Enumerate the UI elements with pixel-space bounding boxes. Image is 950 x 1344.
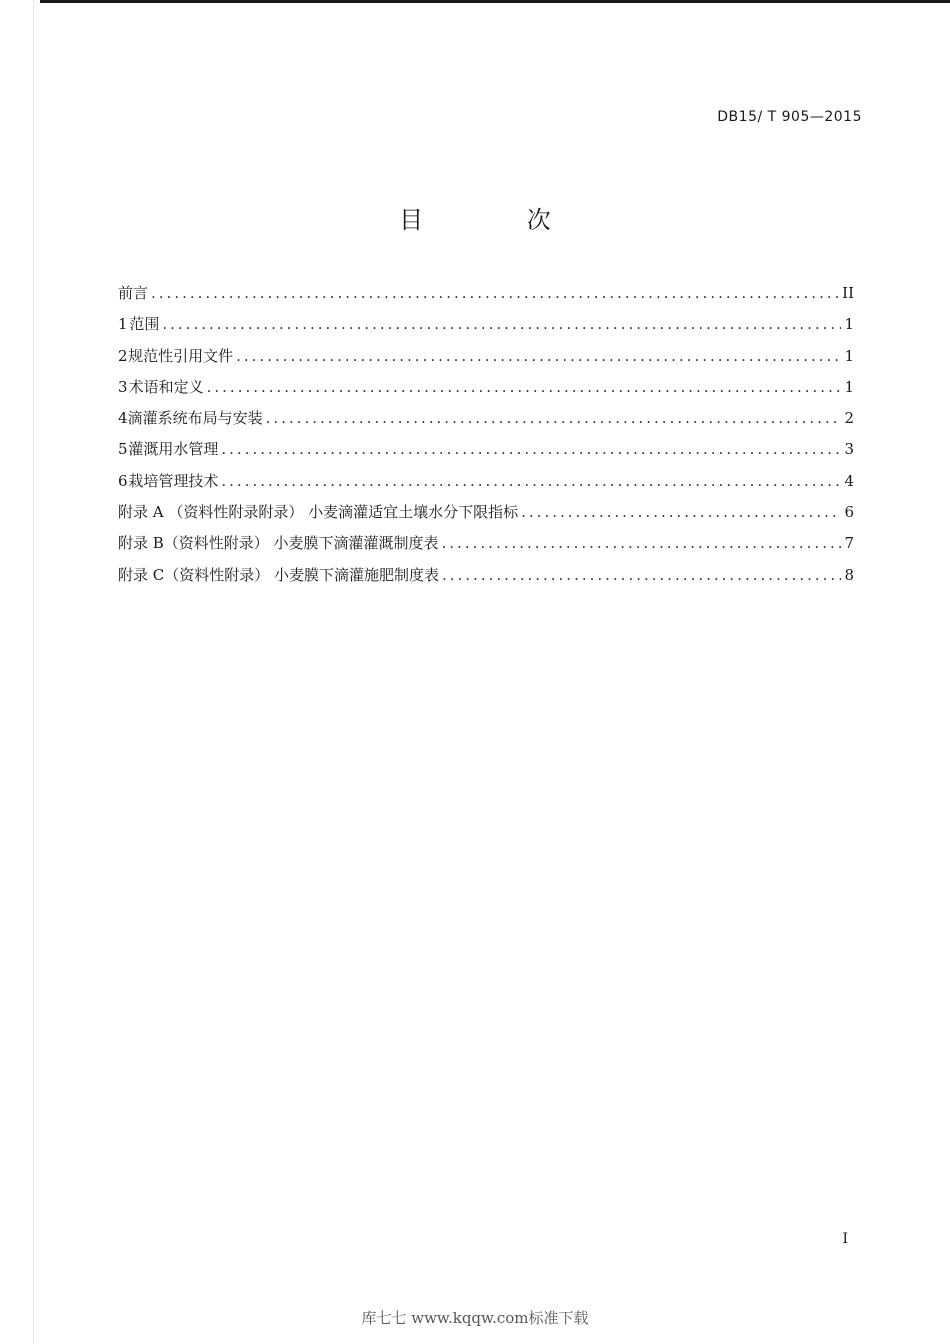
- toc-entry-label: 灌溉用水管理: [128, 440, 219, 459]
- toc-dot-leader: [221, 472, 841, 490]
- toc-entry-appendix-c[interactable]: [118, 564, 854, 595]
- toc-entry-scope[interactable]: [118, 313, 854, 344]
- toc-entry-label: 栽培管理技术: [128, 471, 219, 490]
- toc-title: 目 次: [399, 206, 599, 234]
- toc-entry-number: 4: [118, 409, 128, 428]
- toc-entry-label: 附录 A （资料性附录附录） 小麦滴灌适宜土壤水分下限指标: [118, 503, 519, 522]
- toc-dot-leader: [442, 566, 841, 584]
- document-code: DB15/ T 905—2015: [717, 109, 862, 125]
- toc-entry-label: 范围: [129, 315, 160, 334]
- toc-dot-leader: [236, 347, 841, 365]
- toc-entry-number: 2: [118, 346, 128, 365]
- toc-entry-normative-references[interactable]: [118, 345, 854, 376]
- toc-entry-cultivation[interactable]: [118, 470, 854, 501]
- toc-dot-leader: [521, 503, 841, 521]
- toc-entry-appendix-b[interactable]: [118, 532, 854, 563]
- toc-entry-number: 5: [118, 440, 128, 459]
- toc-entry-label: 滴灌系统布局与安装: [127, 409, 263, 428]
- toc-dot-leader: [266, 409, 841, 427]
- toc-dot-leader: [162, 315, 841, 333]
- toc-entry-drip-layout[interactable]: [118, 407, 854, 438]
- toc-dot-leader: [151, 284, 839, 302]
- toc-entry-number: 1: [118, 315, 128, 334]
- toc-entry-label: 前言: [118, 284, 149, 302]
- toc-entry-label: 附录 B（资料性附录） 小麦膜下滴灌灌溉制度表: [118, 534, 439, 553]
- toc-entry-preface[interactable]: [118, 282, 854, 313]
- toc-entry-number: 6: [118, 471, 128, 490]
- toc-dot-leader: [207, 378, 841, 396]
- page-number: I: [842, 1231, 848, 1247]
- toc-entry-label: 附录 C（资料性附录） 小麦膜下滴灌施肥制度表: [118, 565, 440, 584]
- toc-entry-label: 规范性引用文件: [128, 346, 234, 365]
- toc-entry-page: 4: [844, 471, 854, 490]
- toc-entry-page: 2: [844, 409, 854, 428]
- toc-entry-page: 8: [844, 565, 854, 584]
- toc-entry-terms-definitions[interactable]: [118, 376, 854, 407]
- toc-entry-page: 1: [844, 377, 854, 396]
- page-top-edge: [40, 0, 950, 3]
- toc-entry-label: 术语和定义: [128, 377, 204, 396]
- toc-entry-page: II: [842, 284, 854, 302]
- toc-dot-leader: [221, 440, 841, 458]
- toc-entry-page: 6: [844, 503, 854, 522]
- footer-watermark-text: 库七七 www.kqqw.com标准下载: [361, 1309, 589, 1327]
- toc-entry-page: 1: [844, 346, 854, 365]
- toc-entry-page: 1: [844, 315, 854, 334]
- toc-dot-leader: [442, 534, 841, 552]
- toc-entry-page: 7: [844, 534, 854, 553]
- toc-entry-number: 3: [118, 377, 128, 396]
- toc-entry-page: 3: [844, 440, 854, 459]
- toc-entry-appendix-a[interactable]: [118, 501, 854, 532]
- toc-entry-irrigation-water[interactable]: [118, 438, 854, 469]
- table-of-contents: [118, 282, 854, 595]
